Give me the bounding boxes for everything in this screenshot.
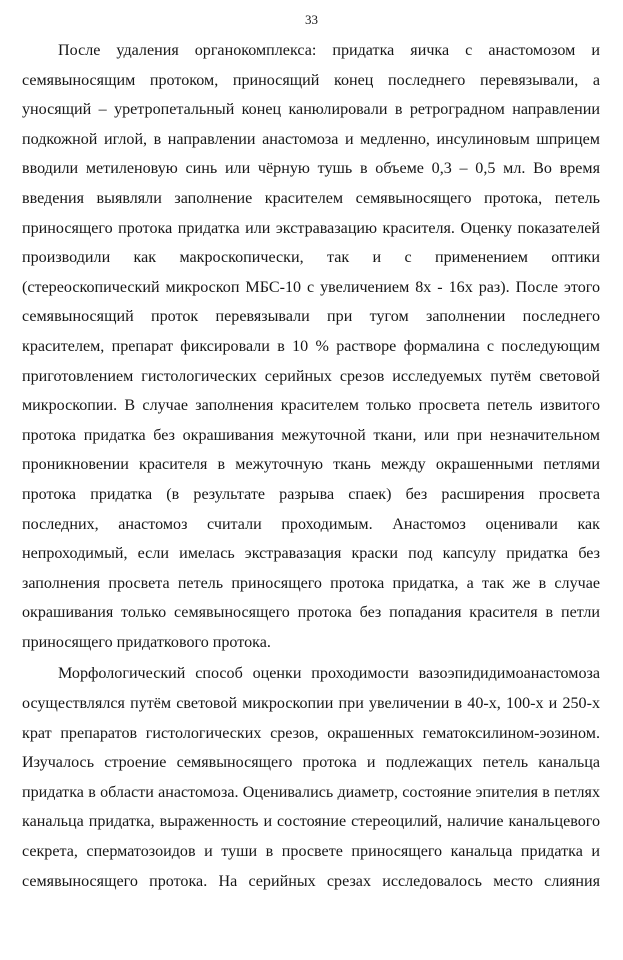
- text-line: придатка в области анастомоза. Оценивались диаметр, состояние эпителия в петлях: [22, 783, 600, 801]
- text-line: (стереоскопический микроскоп МБС-10 с увеличением 8х - 16х раз). После этого: [22, 278, 600, 296]
- text-line: заполнения просвета петель приносящего протока придатка, а так же в случае: [22, 574, 600, 592]
- text-line: приготовлением гистологических серийных срезов исследуемых путём световой: [22, 367, 600, 385]
- body-text: [22, 36, 600, 896]
- text-line: микроскопии. В случае заполнения красителем только просвета петель извитого: [22, 397, 600, 415]
- paragraph-1: [22, 36, 600, 657]
- text-line: Изучалось строение семявыносящего протока и подлежащих петель канальца: [22, 754, 600, 772]
- text-line: приносящего придаткового протока.: [22, 633, 271, 651]
- paragraph-2: [22, 659, 600, 896]
- text-line: окрашивания только семявыносящего протока без попадания красителя в петли: [22, 604, 600, 622]
- text-line: красителем, препарат фиксировали в 10 % растворе формалина с последующим: [22, 337, 600, 355]
- text-line: последних, анастомоз считали проходимым. Анастомоз оценивали как: [22, 515, 600, 533]
- text-line: непроходимый, если имелась экстравазация краски под капсулу придатка без: [22, 545, 600, 563]
- text-line: протока придатка (в результате разрыва спаек) без расширения просвета: [22, 485, 600, 503]
- text-line: подкожной иглой, в направлении анастомоза и медленно, инсулиновым шприцем: [22, 130, 600, 148]
- text-line: проникновении красителя в межуточную ткань между окрашенными петлями: [22, 456, 600, 474]
- text-line: После удаления органокомплекса: придатка яичка с анастомозом и: [58, 42, 600, 59]
- text-line: вводили метиленовую синь или чёрную тушь в объеме 0,3 – 0,5 мл. Во время: [22, 160, 600, 178]
- text-line: семявыносящий проток перевязывали при тугом заполнении последнего: [22, 308, 600, 326]
- text-line: протока придатка без окрашивания межуточной ткани, или при незначительном: [22, 426, 600, 444]
- text-line: производили как макроскопически, так и с применением оптики: [22, 249, 600, 267]
- text-line: секрета, сперматозоидов и туши в просвете приносящего канальца придатка и: [22, 843, 600, 861]
- text-line: приносящего протока придатка или экстравазацию красителя. Оценку показателей: [22, 219, 600, 237]
- text-line: крат препаратов гистологических срезов, окрашенных гематоксилином-эозином.: [22, 724, 600, 742]
- text-line: осуществлялся путём световой микроскопии при увеличении в 40-х, 100-х и 250-х: [22, 695, 600, 713]
- text-line: семявыносящим протоком, приносящий конец последнего перевязывали, а: [22, 71, 600, 89]
- text-line: семявыносящего протока. На серийных срезах исследовалось место слияния: [22, 872, 600, 890]
- text-line: уносящий – уретропетальный конец канюлировали в ретроградном направлении: [22, 101, 600, 119]
- text-line: канальца придатка, выраженность и состояние стереоцилий, наличие канальцевого: [22, 813, 600, 831]
- text-line: введения выявляли заполнение красителем семявыносящего протока, петель: [22, 189, 600, 207]
- page-number: 33: [305, 12, 318, 27]
- text-line: Морфологический способ оценки проходимости вазоэпидидимоанастомоза: [58, 665, 600, 683]
